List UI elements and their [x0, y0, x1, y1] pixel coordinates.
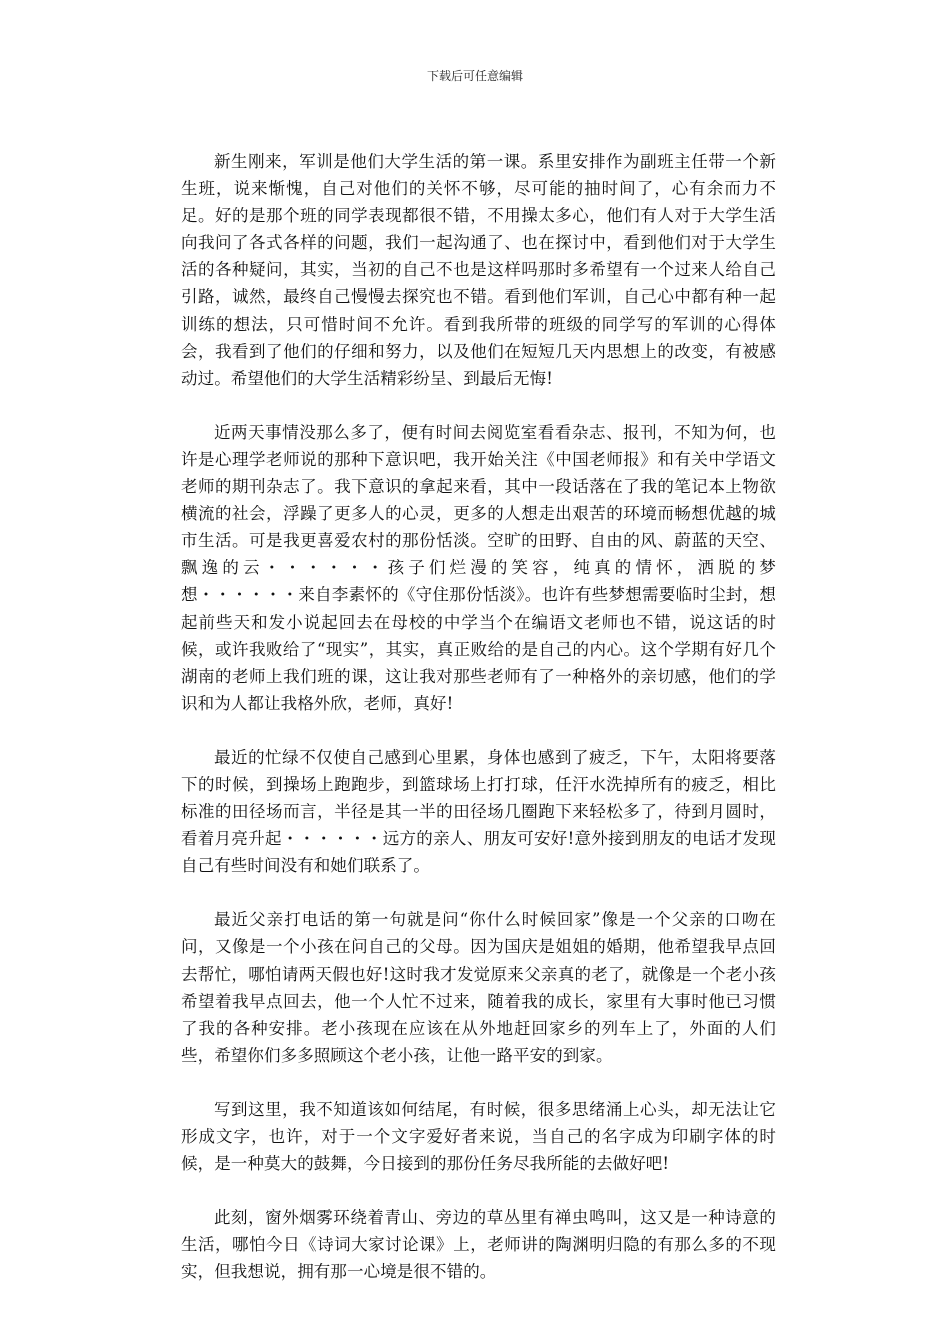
paragraph-6: 此刻，窗外烟雾环绕着青山、旁边的草丛里有禅虫鸣叫，这又是一种诗意的生活，哪怕今日《诗词大家讨论课》上，老师讲的陶渊明归隐的有那么多的不现实，但我想说，拥有那一心境是很不错的。 [181, 1208, 776, 1282]
paragraph-2: 近两天事情没那么多了，便有时间去阅览室看看杂志、报刊，不知为何，也许是心理学老师说的那种下意识吧，我开始关注《中国老师报》和有关中学语文老师的期刊杂志了。我下意识的拿起来看，其中一段话落在了我的笔记本上物欲横流的社会，浮躁了更多人的心灵，更多的人想走出艰苦的环境而畅想优越的城市生活。可是我更喜爱农村的那份恬淡。空旷的田野、自由的风、蔚蓝的天空、飘逸的云・・・・・・孩子们烂漫的笑容，纯真的情怀，洒脱的梦想・・・・・・来自李素怀的《守住那份恬淡》。也许有些梦想需要临时尘封，想起前些天和发小说起回去在母校的中学当个在编语文老师也不错，说这话的时候，或许我败给了“现实”，其实，真正败给的是自己的内心。这个学期有好几个湖南的老师上我们班的课，这让我对那些老师有了一种格外的亲切感，他们的学识和为人都让我格外欣，老师，真好! [181, 422, 776, 713]
paragraph-4: 最近父亲打电话的第一句就是问“你什么时候回家”像是一个父亲的口吻在问，又像是一个小孩在问自己的父母。因为国庆是姐姐的婚期，他希望我早点回去帮忙，哪怕请两天假也好!这时我才发觉原来父亲真的老了，就像是一个老小孩希望着我早点回去，他一个人忙不过来，随着我的成长，家里有大事时他已习惯了我的各种安排。老小孩现在应该在从外地赶回家乡的列车上了，外面的人们些，希望你们多多照顾这个老小孩，让他一路平安的到家。 [181, 910, 776, 1065]
paragraph-3: 最近的忙绿不仅使自己感到心里累，身体也感到了疲乏，下午，太阳将要落下的时候，到操场上跑跑步，到篮球场上打打球，任汗水洗掉所有的疲乏，相比标准的田径场而言，半径是其一半的田径场几圈跑下来轻松多了，待到月圆时，看着月亮升起・・・・・・远方的亲人、朋友可安好!意外接到朋友的电话才发现自己有些时间没有和她们联系了。 [181, 747, 776, 876]
page-header-note: 下载后可任意编辑 [426, 69, 523, 83]
paragraph-5: 写到这里，我不知道该如何结尾，有时候，很多思绪涌上心头，却无法让它形成文字，也许，对于一个文字爱好者来说，当自己的名字成为印刷字体的时候，是一种莫大的鼓舞，今日接到的那份任务尽我所能的去做好吧! [181, 1099, 776, 1174]
paragraph-1: 新生刚来，军训是他们大学生活的第一课。系里安排作为副班主任带一个新生班，说来惭愧，自己对他们的关怀不够，尽可能的抽时间了，心有余而力不足。好的是那个班的同学表现都很不错，不用操太多心，他们有人对于大学生活向我问了各式各样的问题，我们一起沟通了、也在探讨中，看到他们对于大学生活的各种疑问，其实，当初的自己不也是这样吗那时多希望有一个过来人给自己引路，诚然，最终自己慢慢去探究也不错。看到他们军训，自己心中都有种一起训练的想法，只可惜时间不允许。看到我所带的班级的同学写的军训的心得体会，我看到了他们的仔细和努力，以及他们在短短几天内思想上的改变，有被感动过。希望他们的大学生活精彩纷呈、到最后无悔! [181, 152, 776, 388]
document-body [181, 148, 776, 1312]
